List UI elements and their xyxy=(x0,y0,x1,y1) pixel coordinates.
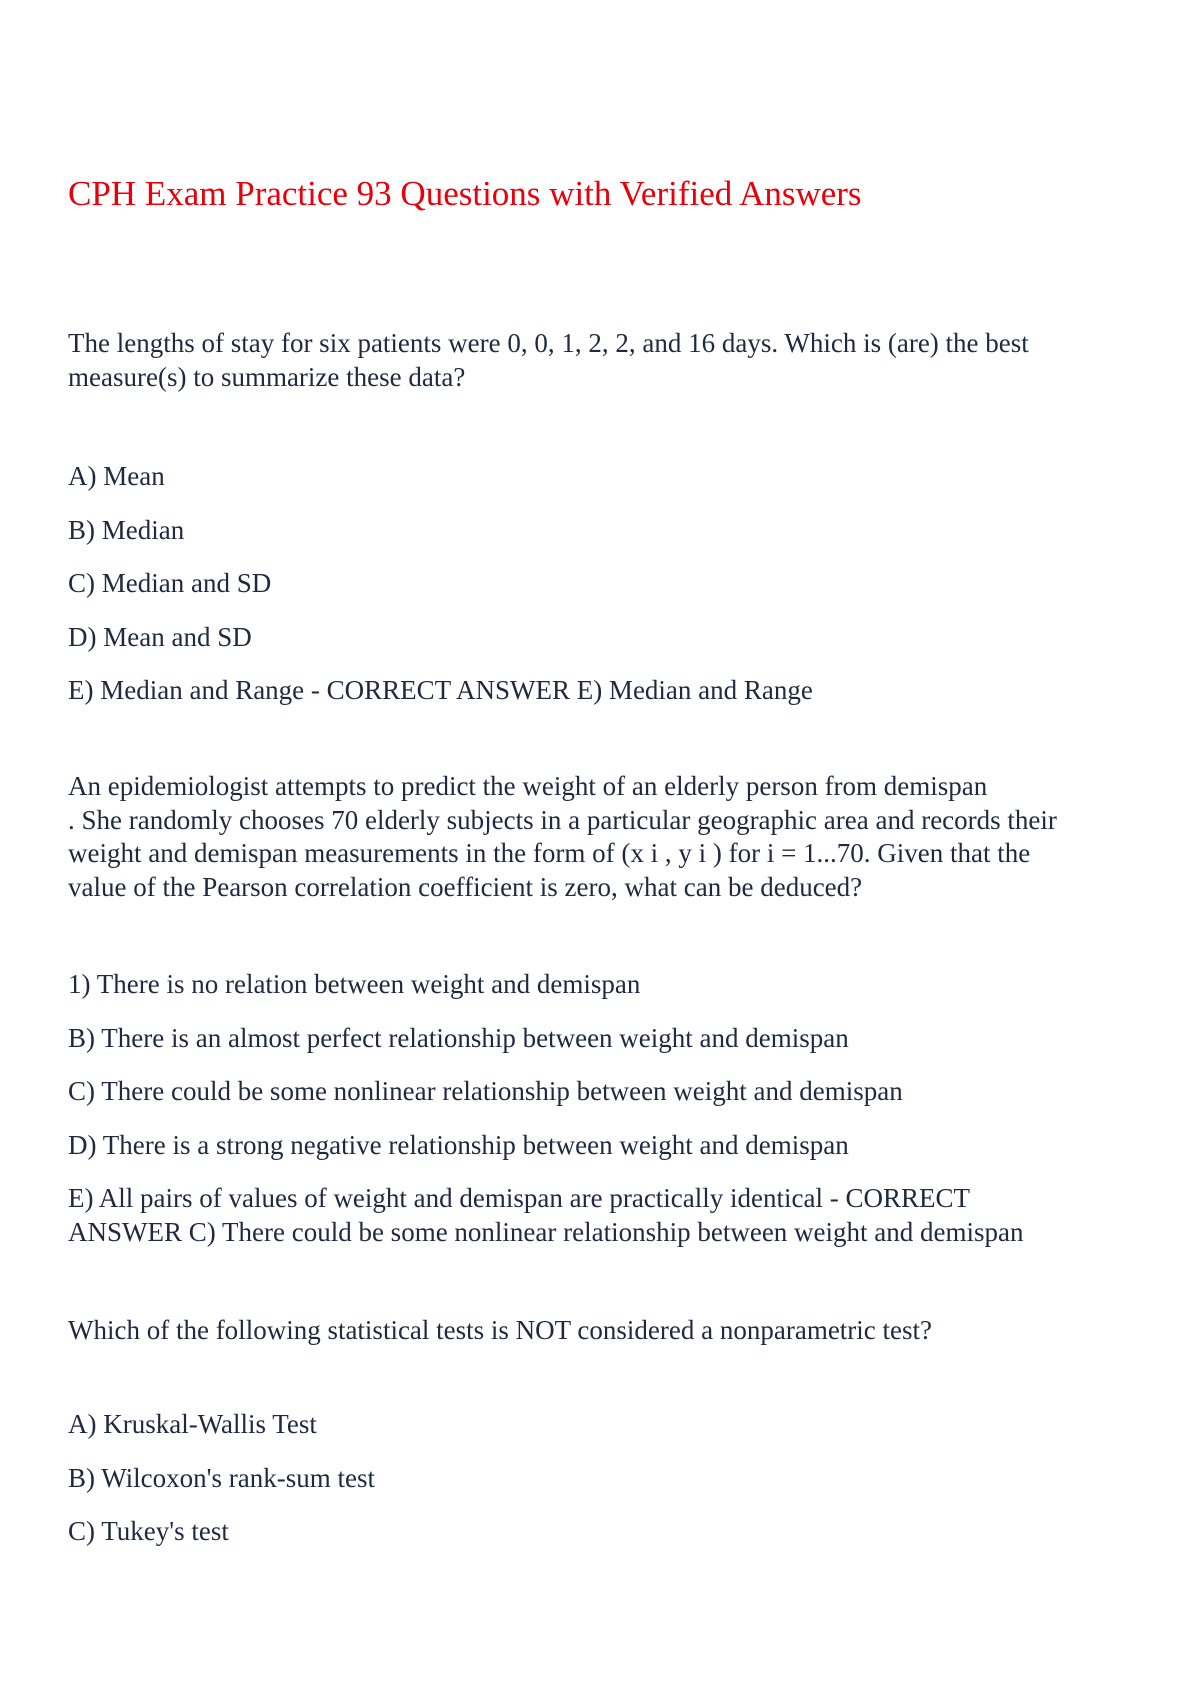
question-1-text xyxy=(68,327,1118,394)
question-2-option-b: B) There is an almost perfect relationship between weight and demispan xyxy=(68,1022,849,1053)
question-3-options xyxy=(68,1408,1128,1569)
question-3-line-1: Which of the following statistical tests is NOT considered a nonparametric test? xyxy=(68,1315,933,1345)
question-2-option-c: C) There could be some nonlinear relationship between weight and demispan xyxy=(68,1076,903,1106)
question-2-option-e xyxy=(68,1182,1128,1249)
question-2-option-1: 1) There is no relation between weight and demispan xyxy=(68,969,641,999)
question-1-option-a: A) Mean xyxy=(68,461,165,491)
question-3-text xyxy=(68,1314,1118,1348)
question-2-option-d: D) There is a strong negative relationship between weight and demispan xyxy=(68,1129,849,1160)
question-1-option-d: D) Mean and SD xyxy=(68,621,252,652)
question-3-option-a: A) Kruskal-Wallis Test xyxy=(68,1409,317,1439)
document-title: CPH Exam Practice 93 Questions with Verified Answers xyxy=(68,174,862,213)
question-2-line-4: value of the Pearson correlation coefficient is zero, what can be deduced? xyxy=(68,871,863,902)
question-2-line-3: weight and demispan measurements in the form of (x i , y i ) for i = 1...70. Given that the xyxy=(68,838,1031,868)
question-2-option-e-line-2: ANSWER C) There could be some nonlinear relationship between weight and demispan xyxy=(68,1216,1024,1247)
question-1-option-e: E) Median and Range - CORRECT ANSWER E) Median and Range xyxy=(68,675,813,705)
question-2-options xyxy=(68,968,1128,1269)
question-3-option-b: B) Wilcoxon's rank-sum test xyxy=(68,1462,375,1493)
question-1-option-b: B) Median xyxy=(68,514,185,545)
question-2-line-1: An epidemiologist attempts to predict the weight of an elderly person from demispan xyxy=(68,771,988,801)
question-2-line-2: . She randomly chooses 70 elderly subjects in a particular geographic area and records their xyxy=(68,804,1057,835)
question-2-text xyxy=(68,770,1118,904)
question-1-options xyxy=(68,460,1128,728)
question-1-option-c: C) Median and SD xyxy=(68,568,272,598)
question-1-line-1: The lengths of stay for six patients were 0, 0, 1, 2, 2, and 16 days. Which is (are) the best xyxy=(68,328,1029,358)
question-3-option-c: C) Tukey's test xyxy=(68,1516,229,1546)
question-1-line-2: measure(s) to summarize these data? xyxy=(68,361,466,392)
question-2-option-e-line-1: E) All pairs of values of weight and demispan are practically identical - CORRECT xyxy=(68,1183,970,1213)
